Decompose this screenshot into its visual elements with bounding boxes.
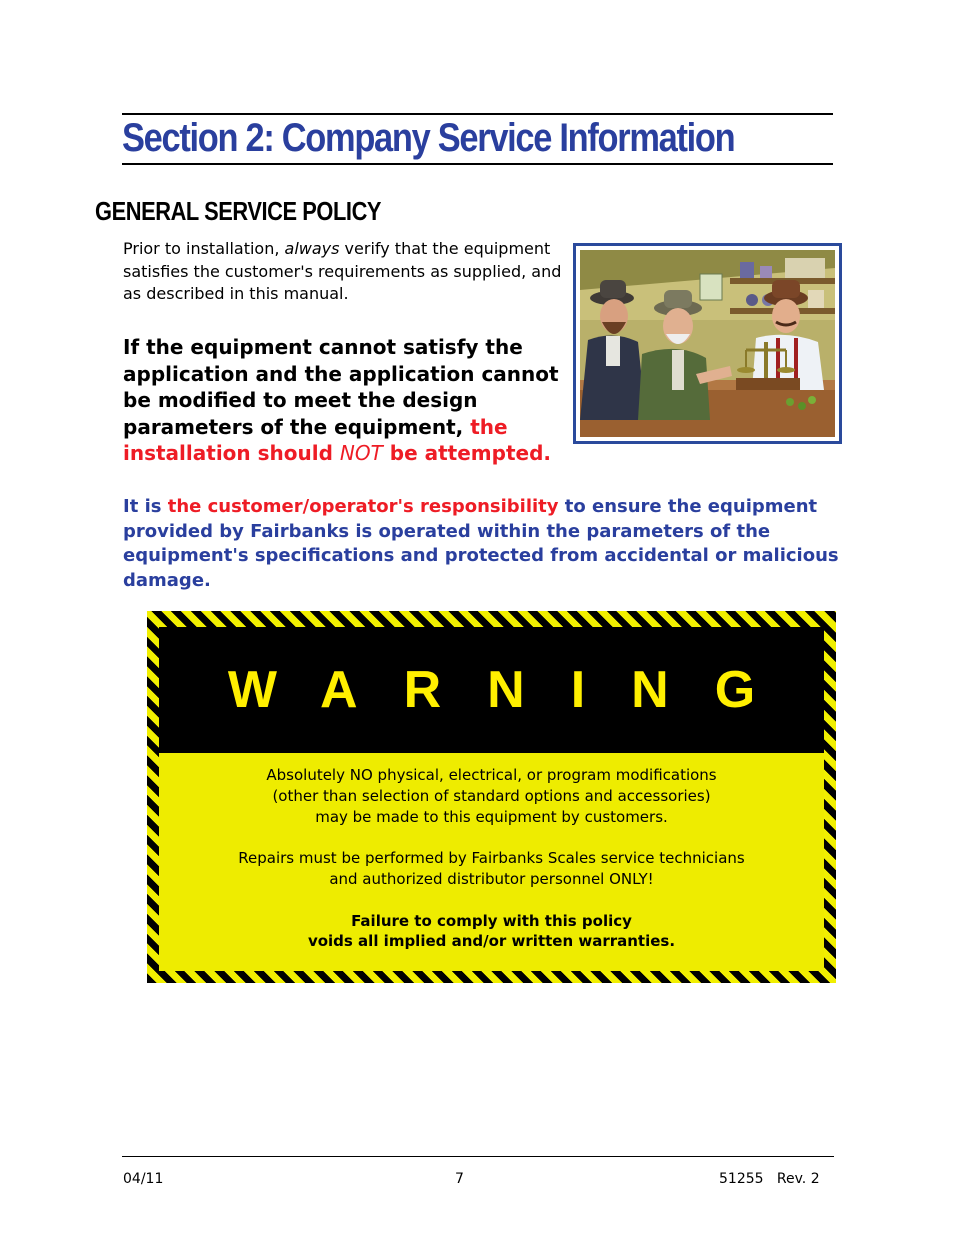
warning-title: WARNING bbox=[227, 661, 802, 719]
intro-text-rest: verify that the equipment satisfies the customer's requirements as supplied, and as described in this manual. bbox=[123, 239, 562, 303]
warning-line: and authorized distributor personnel ONLY! bbox=[329, 869, 654, 888]
intro-paragraph bbox=[123, 238, 563, 306]
section-title: Section 2: Company Service Information bbox=[122, 116, 735, 160]
warning-paragraph-repairs bbox=[159, 848, 824, 890]
warning-body bbox=[159, 753, 824, 971]
subsection-title: GENERAL SERVICE POLICY bbox=[95, 196, 382, 226]
warning-paragraph-modifications bbox=[159, 765, 824, 827]
caution-not: NOT bbox=[339, 441, 383, 465]
warning-line: voids all implied and/or written warranties. bbox=[307, 932, 676, 951]
caution-paragraph bbox=[123, 334, 563, 467]
footer-rule bbox=[122, 1156, 834, 1157]
responsibility-highlight: the customer/operator's responsibility bbox=[167, 496, 559, 517]
responsibility-paragraph bbox=[123, 495, 863, 593]
warning-line: Absolutely NO physical, electrical, or program modifications bbox=[266, 766, 717, 784]
warning-line: Repairs must be performed by Fairbanks Scales service technicians bbox=[238, 849, 745, 868]
footer-document-number: 51255 Rev. 2 bbox=[719, 1171, 820, 1187]
warning-paragraph-warranty bbox=[159, 911, 824, 953]
warning-header bbox=[159, 627, 824, 753]
responsibility-text: It is bbox=[123, 496, 168, 517]
intro-emphasis: always bbox=[284, 239, 340, 258]
warning-line: Failure to comply with this policy bbox=[351, 911, 632, 930]
title-rule-top bbox=[122, 113, 833, 115]
warning-line: (other than selection of standard options and accessories) bbox=[272, 786, 711, 805]
footer-page-number: 7 bbox=[455, 1171, 464, 1187]
title-rule-bottom bbox=[122, 163, 833, 165]
shopkeepers-illustration bbox=[573, 243, 842, 444]
intro-text: Prior to installation, bbox=[123, 239, 285, 258]
caution-red-text: the installation should bbox=[123, 414, 508, 465]
warning-box bbox=[147, 611, 836, 983]
caution-text: If the equipment cannot satisfy the application and the application cannot be modified to meet the design parameters of the equipment, bbox=[123, 335, 559, 439]
footer-date: 04/11 bbox=[123, 1171, 164, 1187]
responsibility-text-rest: to ensure the equipment provided by Fairbanks is operated within the parameters of the equipment's specifications and protected from accidental or malicious damage. bbox=[123, 496, 839, 591]
caution-red-text-end: be attempted. bbox=[382, 441, 551, 465]
illustration-image bbox=[580, 250, 835, 437]
warning-line: may be made to this equipment by customers. bbox=[315, 807, 668, 826]
